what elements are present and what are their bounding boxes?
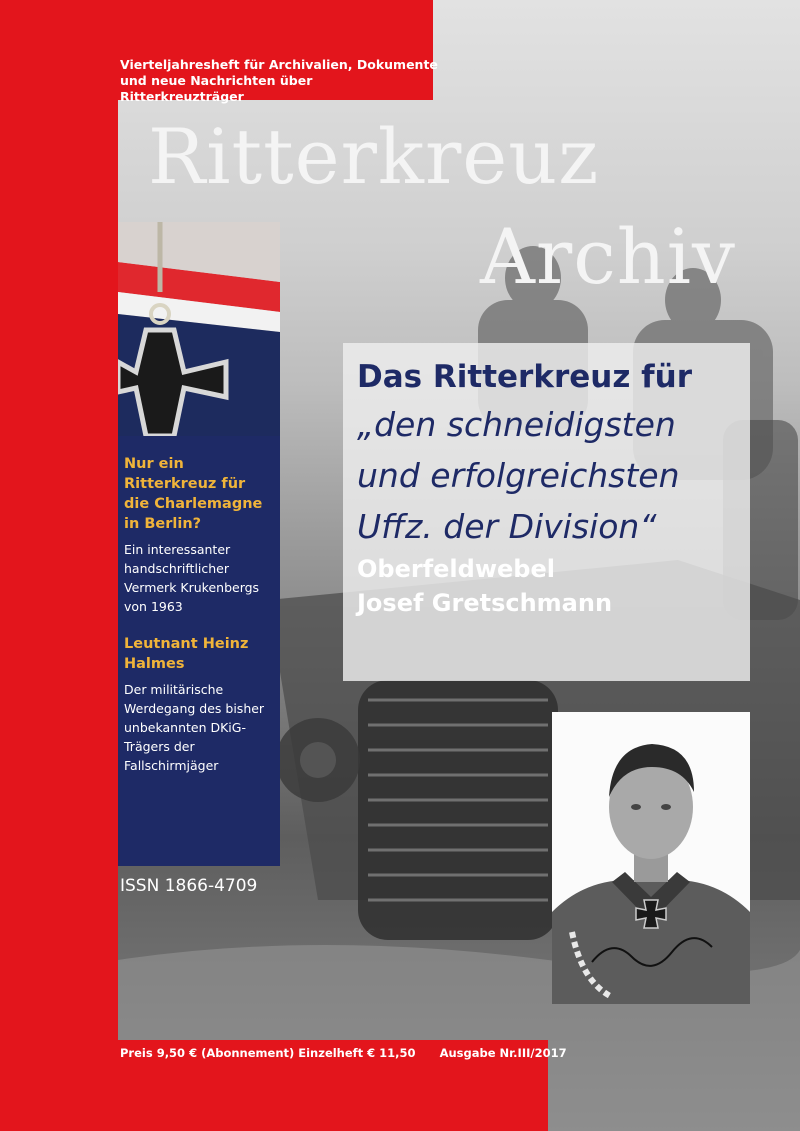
- headline-rank: Oberfeldwebel: [357, 555, 555, 583]
- headline-name: Josef Gretschmann: [357, 589, 613, 617]
- article-1-title: Nur ein Ritterkreuz für die Charlemagne in Berlin?: [124, 456, 263, 532]
- price-text: Preis 9,50 € (Abonnement) Einzelheft € 11,50: [120, 1046, 416, 1060]
- magazine-title-line-1: Ritterkreuz: [148, 112, 600, 201]
- magazine-title-line-2: Archiv: [480, 212, 736, 301]
- cover-headline: [343, 343, 750, 681]
- article-2-teaser: Der militärische Werdegang des bisher unbekannten DKiG-Trägers der Fallschirmjäger: [124, 682, 265, 773]
- article-1-teaser: Ein interessanter handschriftlicher Vermerk Krukenbergs von 1963: [124, 542, 260, 614]
- red-band-left: [0, 0, 118, 1131]
- headline-line-1: Das Ritterkreuz für: [357, 359, 693, 395]
- headline-quote-1: „den schneidigsten: [357, 405, 676, 444]
- sidebar-contents: [118, 436, 280, 866]
- issue-number: Ausgabe Nr.III/2017: [439, 1046, 567, 1060]
- headline-quote-2: und erfolgreichsten: [357, 456, 680, 495]
- issn: ISSN 1866-4709: [120, 876, 258, 896]
- headline-quote-3: Uffz. der Division“: [357, 507, 657, 546]
- article-2-title: Leutnant Heinz Halmes: [124, 636, 249, 672]
- portrait-photo: [552, 712, 750, 1004]
- tagline-line-1: Vierteljahresheft für Archivalien, Dokumente: [120, 57, 438, 72]
- medal-image: [118, 222, 280, 436]
- tagline: [120, 57, 440, 105]
- tagline-line-2: und neue Nachrichten über Ritterkreuzträger: [120, 73, 313, 104]
- footer: [120, 1046, 567, 1060]
